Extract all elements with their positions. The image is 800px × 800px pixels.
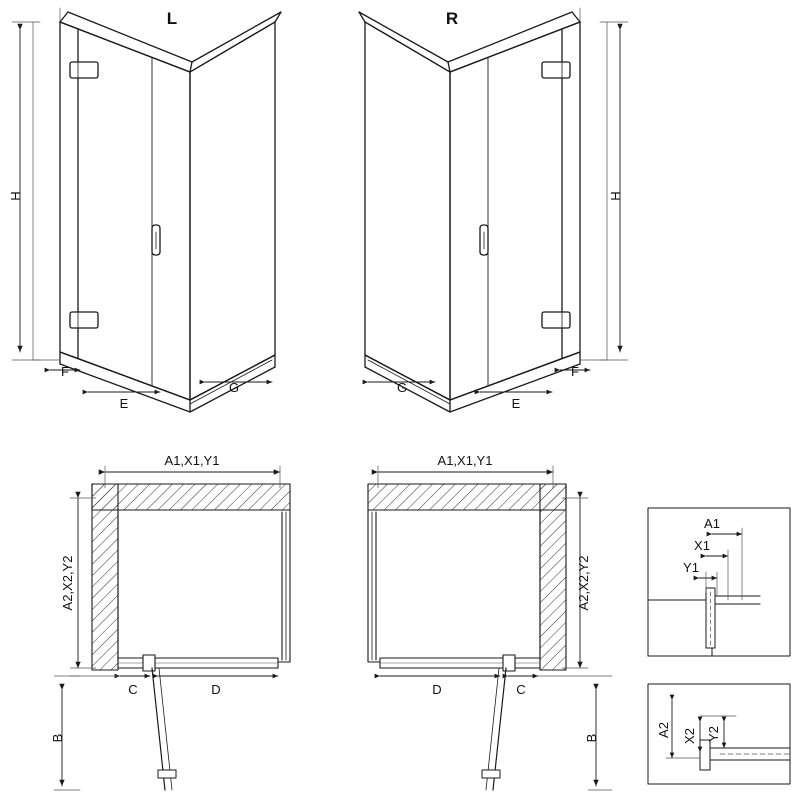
iso-view-left [12,8,281,412]
label-d-left: D [211,682,221,697]
label-b-right: B [584,733,599,743]
label-f-right: F [571,364,579,379]
label-a1-detail: A1 [704,516,720,531]
label-e-right: E [511,396,521,411]
label-variant-left: L [166,9,178,28]
label-y1-detail: Y1 [683,560,699,575]
label-a1x1y1-right: A1,X1,Y1 [437,453,493,468]
label-c-left: C [128,682,138,697]
label-d-right: D [432,682,442,697]
label-g-right: G [396,380,408,395]
label-x1-detail: X1 [694,538,710,553]
label-h-right: H [608,191,623,201]
label-f-left: F [61,364,69,379]
label-e-left: E [119,396,129,411]
plan-view-left [54,466,290,790]
label-a2x2y2-left: A2,X2,Y2 [60,555,75,611]
label-a2-detail: A2 [656,722,671,738]
label-y2-detail: Y2 [706,726,721,742]
iso-view-right [359,8,628,412]
label-a1x1y1-left: A1,X1,Y1 [164,453,220,468]
label-x2-detail: X2 [682,728,697,744]
label-a2x2y2-right: A2,X2,Y2 [576,555,591,611]
label-variant-right: R [445,9,459,28]
label-c-right: C [516,682,526,697]
label-h-left: H [8,191,23,201]
plan-view-right [368,466,612,790]
label-b-left: B [50,733,65,743]
label-g-left: G [228,380,240,395]
